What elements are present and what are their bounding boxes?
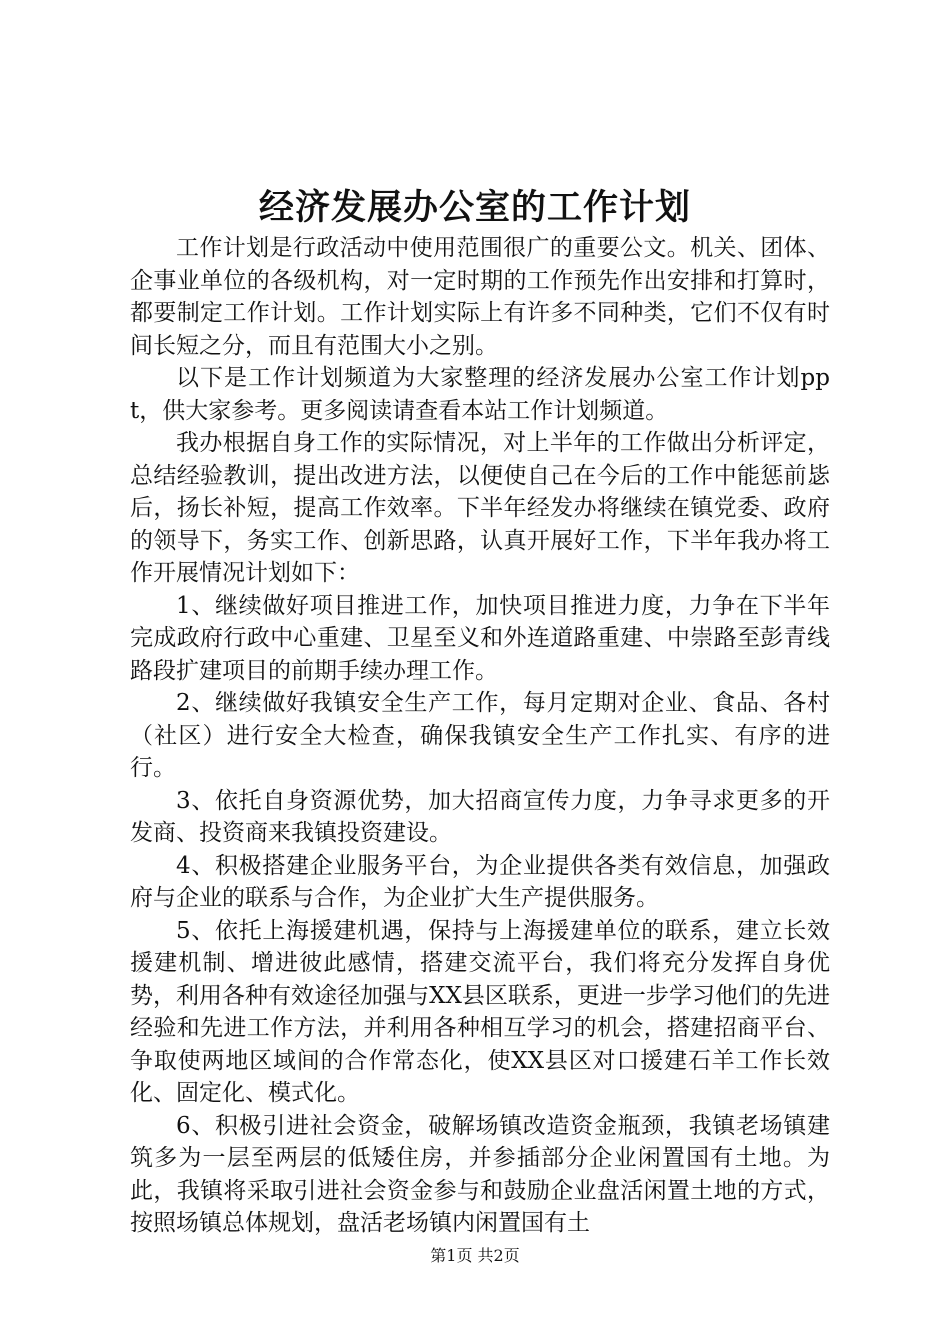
paragraph-item-6: 6、积极引进社会资金，破解场镇改造资金瓶颈，我镇老场镇建筑多为一层至两层的低矮住房，并参插部分企业闲置国有土地。为此，我镇将采取引进社会资金参与和鼓励企业盘活闲置土地的方式，按照场镇总体规划，盘活老场镇内闲置国有土 xyxy=(130,1112,830,1236)
document-title: 经济发展办公室的工作计划 xyxy=(258,187,691,228)
page-footer: 第1页 共2页 xyxy=(430,1246,520,1265)
paragraph-overview: 我办根据自身工作的实际情况，对上半年的工作做出分析评定，总结经验教训，提出改进方法，以便使自己在今后的工作中能惩前毖后，扬长补短，提高工作效率。下半年经发办将继续在镇党委、政府的领导下，务实工作、创新思路，认真开展好工作，下半年我办将工作开展情况计划如下： xyxy=(130,430,830,586)
paragraph-item-4: 4、积极搭建企业服务平台，为企业提供各类有效信息，加强政府与企业的联系与合作，为企业扩大生产提供服务。 xyxy=(130,852,830,911)
paragraph-intro: 工作计划是行政活动中使用范围很广的重要公文。机关、团体、企事业单位的各级机构，对一定时期的工作预先作出安排和打算时，都要制定工作计划。工作计划实际上有许多不同种类，它们不仅有时间长短之分，而且有范围大小之别。 xyxy=(130,235,830,359)
paragraph-item-2: 2、继续做好我镇安全生产工作，每月定期对企业、食品、各村（社区）进行安全大检查，确保我镇安全生产工作扎实、有序的进行。 xyxy=(130,690,830,781)
paragraph-item-1: 1、继续做好项目推进工作，加快项目推进力度，力争在下半年完成政府行政中心重建、卫星至义和外连道路重建、中崇路至彭青线路段扩建项目的前期手续办理工作。 xyxy=(130,592,830,684)
paragraph-item-5: 5、依托上海援建机遇，保持与上海援建单位的联系，建立长效援建机制、增进彼此感情，搭建交流平台，我们将充分发挥自身优势，利用各种有效途径加强与XX县区联系，更进一步学习他们的先进经验和先进工作方法，并利用各种相互学习的机会，搭建招商平台、争取使两地区域间的合作常态化，使XX县区对口援建石羊工作长效化、固定化、模式化。 xyxy=(130,917,830,1106)
paragraph-item-3: 3、依托自身资源优势，加大招商宣传力度，力争寻求更多的开发商、投资商来我镇投资建设。 xyxy=(130,787,830,846)
document-body xyxy=(130,232,830,1240)
paragraph-notice: 以下是工作计划频道为大家整理的经济发展办公室工作计划ppt，供大家参考。更多阅读请查看本站工作计划频道。 xyxy=(130,365,830,424)
